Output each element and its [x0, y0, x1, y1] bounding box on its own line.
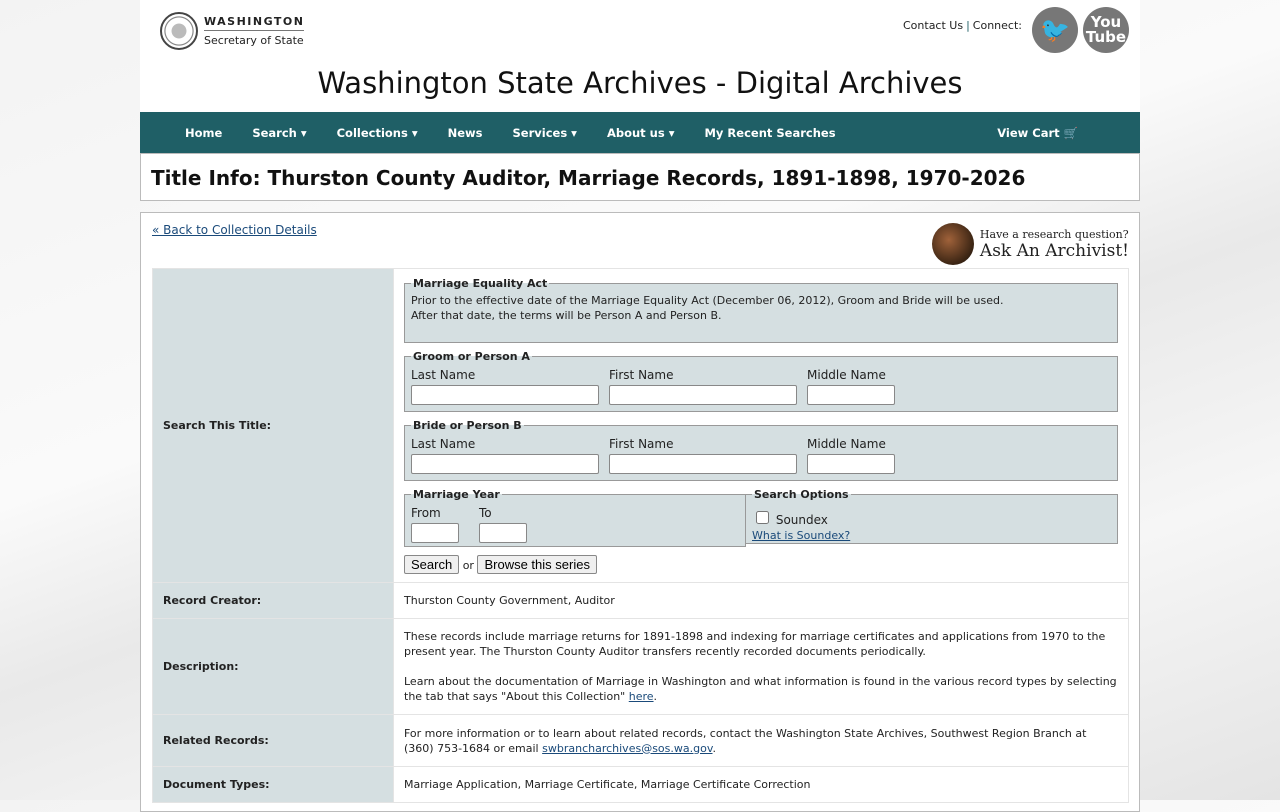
- page-title: Title Info: Thurston County Auditor, Marriage Records, 1891-1898, 1970-2026: [140, 153, 1140, 201]
- doc-types-label: Document Types:: [153, 767, 394, 803]
- ask-archivist[interactable]: [932, 223, 1129, 265]
- sos-logo[interactable]: [160, 12, 304, 50]
- here-link[interactable]: here: [628, 690, 654, 703]
- search-label: Search This Title:: [153, 269, 394, 583]
- options-legend: Search Options: [754, 487, 849, 501]
- description-label: Description:: [153, 619, 394, 715]
- groom-last-name-input[interactable]: [411, 385, 599, 405]
- creator-label: Record Creator:: [153, 583, 394, 619]
- search-button[interactable]: Search: [404, 555, 459, 574]
- description-text-2: Learn about the documentation of Marriage in Washington and what information is found in the various record types by selecting the tab that says "About this Collection": [404, 675, 1117, 703]
- main-nav: [140, 112, 1140, 153]
- mea-text: Prior to the effective date of the Marriage Equality Act (December 06, 2012), Groom and Bride will be used. After that date, the terms will be Person A and Person B.: [411, 293, 1004, 322]
- label: Middle Name: [807, 367, 886, 382]
- groom-first-name-input[interactable]: [609, 385, 797, 405]
- groom-fieldset: [404, 349, 1118, 412]
- label: From: [411, 505, 441, 520]
- bride-legend: Bride or Person B: [413, 418, 522, 432]
- or-text: or: [462, 558, 474, 572]
- mea-fieldset: [404, 276, 1118, 343]
- label: Last Name: [411, 367, 476, 382]
- groom-legend: Groom or Person A: [413, 349, 530, 363]
- view-cart[interactable]: View Cart 🛒: [997, 125, 1078, 140]
- doc-types-value: Marriage Application, Marriage Certificate, Marriage Certificate Correction: [394, 767, 1129, 803]
- year-fieldset: [404, 487, 746, 547]
- label: Middle Name: [807, 436, 886, 451]
- nav-search[interactable]: Search ▾: [252, 125, 307, 140]
- related-label: Related Records:: [153, 715, 394, 767]
- label: First Name: [609, 367, 674, 382]
- logo-bottom: Secretary of State: [204, 34, 304, 47]
- groom-middle-name-input[interactable]: [807, 385, 895, 405]
- nav-recent-searches[interactable]: My Recent Searches: [704, 125, 836, 140]
- description-text: These records include marriage returns for 1891-1898 and indexing for marriage certificates and applications from 1970 to the present year. The Thurston County Auditor transfers recently recorded documents periodically.: [404, 630, 1106, 658]
- bride-first-name-input[interactable]: [609, 454, 797, 474]
- creator-value: Thurston County Government, Auditor: [394, 583, 1129, 619]
- options-fieldset: [746, 487, 1118, 544]
- logo-top: WASHINGTON: [204, 15, 304, 31]
- header: WASHINGTON Secretary of State Contact Us | Connect: 🐦 You Tube Washington State Archives - Digital Archives: [140, 0, 1140, 112]
- email-link[interactable]: swbrancharchives@sos.wa.gov: [542, 741, 713, 755]
- bride-last-name-input[interactable]: [411, 454, 599, 474]
- nav-collections[interactable]: Collections ▾: [336, 125, 418, 140]
- site-title: Washington State Archives - Digital Archives: [317, 66, 963, 100]
- nav-services[interactable]: Services ▾: [512, 125, 577, 140]
- year-from-input[interactable]: [411, 523, 459, 543]
- state-seal-icon: [160, 12, 198, 50]
- youtube-icon[interactable]: You Tube: [1083, 7, 1129, 53]
- label: Last Name: [411, 436, 476, 451]
- nav-home[interactable]: Home: [185, 125, 223, 140]
- ask-line1: Have a research question?: [979, 227, 1129, 241]
- main-content: [140, 212, 1140, 812]
- bride-fieldset: [404, 418, 1118, 481]
- page: [140, 0, 1140, 812]
- label: To: [479, 505, 492, 520]
- mea-legend: Marriage Equality Act: [413, 276, 548, 290]
- nav-about[interactable]: About us ▾: [606, 125, 675, 140]
- title-info-table: Search This Title: Marriage Equality Act Prior to the effective date of the Marriage Equality Act (December 06, 2012), Groom and Bride will be used. After that date, the terms will be Person A and Person B. Groom or Person A Last Name First Name Middle Name Bride or Person B Last Name First Name Middle Name Marriage Year From To Search Options Soundex What is Soundex? Search or Browse this series Record Creator: Thurston County Government, Auditor Description: These records include marriage returns for 1891-1898 and indexing for marriage certificates and applications from 1970 to the present year. The Thurston County Auditor transfers recently recorded documents periodically. Learn about the documentation of Marriage in Washington and what information is found in the various record types by selecting the tab that says "About this Collection" here. Related Records: For more information or to learn about related records, contact the Washington State Archives, Southwest Region Branch at (360) 753-1684 or email swbrancharchives@sos.wa.gov. Document Types: Marriage Application, Marriage Certificate, Marriage Certificate Correction: [152, 268, 1129, 803]
- year-to-input[interactable]: [479, 523, 527, 543]
- soundex-checkbox[interactable]: [756, 511, 769, 524]
- back-link[interactable]: « Back to Collection Details: [152, 223, 317, 237]
- label: First Name: [609, 436, 674, 451]
- connect-label: Connect:: [972, 19, 1022, 32]
- contact-us-link[interactable]: Contact Us: [903, 19, 964, 32]
- year-legend: Marriage Year: [413, 487, 500, 501]
- bride-middle-name-input[interactable]: [807, 454, 895, 474]
- what-is-soundex-link[interactable]: What is Soundex?: [752, 528, 851, 542]
- related-text: For more information or to learn about related records, contact the Washington State Archives, Southwest Region Branch at (360) 753-1684 or email: [404, 726, 1087, 755]
- nav-news[interactable]: News: [447, 125, 483, 140]
- books-icon: [932, 223, 974, 265]
- ask-line2: Ask An Archivist!: [979, 240, 1129, 261]
- twitter-icon[interactable]: 🐦: [1032, 7, 1078, 53]
- soundex-label: Soundex: [775, 512, 828, 527]
- browse-series-button[interactable]: Browse this series: [477, 555, 596, 574]
